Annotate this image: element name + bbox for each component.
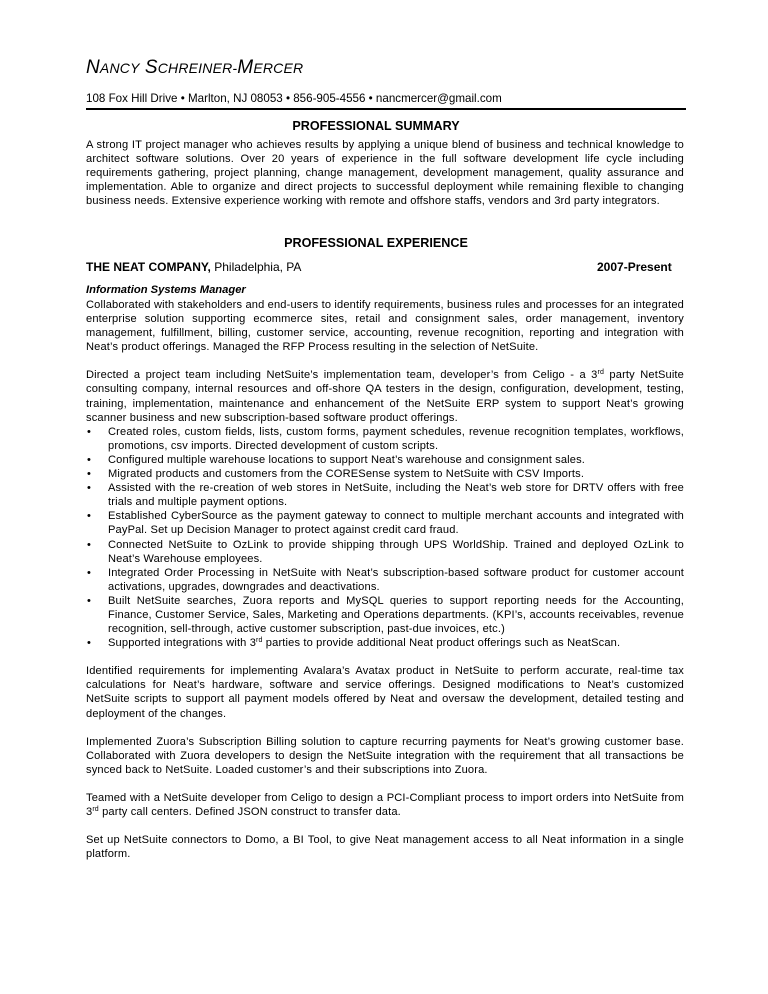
paragraph-celigo (86, 791, 684, 819)
paragraph-zuora: Implemented Zuora’s Subscription Billing solution to capture recurring payments for Neat’s growing customer base. Collaborated with Zuora developers to design the NetSuite integration with the requirement that all transactions be synced back to NetSuite. Loaded customer’s and their subscriptions into Zuora. (86, 735, 684, 776)
experience-heading: PROFESSIONAL EXPERIENCE (284, 236, 468, 250)
list-item (86, 566, 684, 594)
company-name: THE NEAT COMPANY, (86, 260, 211, 274)
list-item (86, 467, 684, 481)
list-item-text: Created roles, custom fields, lists, custom forms, payment schedules, revenue recognition templates, workflows, promotions, csv imports. Directed development of custom scripts. (108, 425, 684, 452)
para5-text-a: Teamed with a NetSuite developer from Celigo to design a PCI-Compliant process to import orders into NetSuite from 3 (86, 791, 684, 818)
name-first-rest: ANCY (99, 60, 140, 76)
job-title: Information Systems Manager (86, 284, 246, 296)
summary-text: A strong IT project manager who achieves results by applying a unique blend of business and technical knowledge to architect software solutions. Over 20 years of experience in the full software development life cycle including requirements gathering, project planning, change management, development management, quality assurance and implementation. Able to organize and direct projects to successful deployment while remaining flexible to changing business needs. Extensive experience working with remote and offshore staffs, vendors and 3rd party integrators. (86, 139, 684, 208)
accomplishment-list (86, 425, 684, 651)
bullet-icon: • (87, 637, 92, 650)
bullet-icon: • (87, 453, 92, 466)
paragraph-avalara: Identified requirements for implementing Avalara’s Avatax product in NetSuite to perform accurate, real-time tax calculations for Neat’s hardware, software and service offerings. Designed modifications to Neat’s customized NetSuite scripts to support all payment models offered by Neat and oversaw the development, detailed testing and deployment of the changes. (86, 665, 684, 720)
list-item (86, 538, 684, 566)
list-item (86, 509, 684, 537)
para2-superscript: rd (597, 369, 605, 377)
experience-body (86, 298, 684, 861)
paragraph-project-team (86, 368, 684, 424)
bullet-icon: • (87, 510, 92, 523)
list-item (86, 425, 684, 453)
list-item-text: Integrated Order Processing in NetSuite with Neat’s subscription-based software product for customer account activations, upgrades, downgrades and deactivations. (108, 566, 684, 593)
list-item (86, 453, 684, 467)
list-item-text: Migrated products and customers from the CORESense system to NetSuite with CSV Imports. (108, 468, 585, 481)
summary-heading: PROFESSIONAL SUMMARY (292, 119, 460, 133)
list-item (86, 481, 684, 509)
para5-superscript: rd (92, 806, 99, 813)
list-item-text: Assisted with the re-creation of web stores in NetSuite, including the Neat’s web store for DRTV offers with free trials and multiple payment options. (108, 482, 684, 509)
paragraph-requirements: Collaborated with stakeholders and end-users to identify requirements, business rules and processes for an integrated enterprise solution supporting ecommerce sites, retail and consignment sales, order management, inventory management, fulfillment, billing, customer service, accounting, revenue recognition, reporting and integration with Neat’s product offerings. Managed the RFP Process resulting in the selection of NetSuite. (86, 299, 684, 354)
name-last-initial: S (144, 57, 158, 78)
bullet-icon: • (87, 425, 92, 438)
name-last-mid: CHREINER- (157, 60, 238, 76)
list-item-text: Established CyberSource as the payment gateway to connect to multiple merchant accounts and integrated with PayPal. Set up Decision Manager to protect against credit card fraud. (108, 510, 684, 537)
paragraph-domo: Set up NetSuite connectors to Domo, a BI Tool, to give Neat management access to all Neat information in a single platform. (86, 834, 684, 861)
bullet-icon: • (87, 566, 92, 579)
list-item-text: Connected NetSuite to OzLink to provide shipping through UPS WorldShip. Trained and deployed OzLink to Neat’s Warehouse employees. (108, 538, 684, 565)
para2-text-b: party NetSuite consulting company, internal resources and off-shore QA testers in the design, configuration, development, testing, training, implementation, maintenance and enhancement of the NetSuite ERP system to support Neat’s growing scanner business and new subscription-based software product offerings. (86, 369, 684, 424)
last-bullet-text-a: Supported integrations with 3 (108, 637, 257, 650)
candidate-name (86, 57, 303, 79)
company-line (86, 260, 676, 274)
list-item (86, 594, 684, 636)
list-item-text: Configured multiple warehouse locations to support Neat’s warehouse and consignment sales. (108, 453, 586, 466)
bullet-icon: • (87, 468, 92, 481)
name-last-rest: ERCER (253, 60, 304, 76)
contact-line: 108 Fox Hill Drive • Marlton, NJ 08053 • 856-905-4556 • nancmercer@gmail.com (86, 92, 502, 105)
bullet-icon: • (87, 482, 92, 495)
employment-dates: 2007-Present (597, 260, 672, 274)
para2-text-a: Directed a project team including NetSuite’s implementation team, developer’s from Celigo - a 3 (86, 369, 598, 382)
last-bullet-superscript: rd (256, 637, 263, 645)
para5-text-b: party call centers. Defined JSON construct to transfer data. (98, 806, 401, 818)
bullet-icon: • (87, 594, 92, 607)
header-divider (86, 108, 686, 110)
list-item (86, 636, 684, 650)
name-last-initial2: M (237, 57, 254, 78)
list-item-text: Built NetSuite searches, Zuora reports and MySQL queries to support reporting needs for the Accounting, Finance, Customer Service, Sales, Marketing and Operations departments. (KPI’s, accounts receivables, revenue recognition, sell-through, active customer subscription, past-due invoices, etc.) (108, 594, 684, 636)
name-first-initial: N (86, 57, 100, 78)
company-location: Philadelphia, PA (210, 260, 302, 274)
bullet-icon: • (87, 538, 92, 551)
last-bullet-text-b: parties to provide additional Neat product offerings such as NeatScan. (262, 637, 621, 650)
